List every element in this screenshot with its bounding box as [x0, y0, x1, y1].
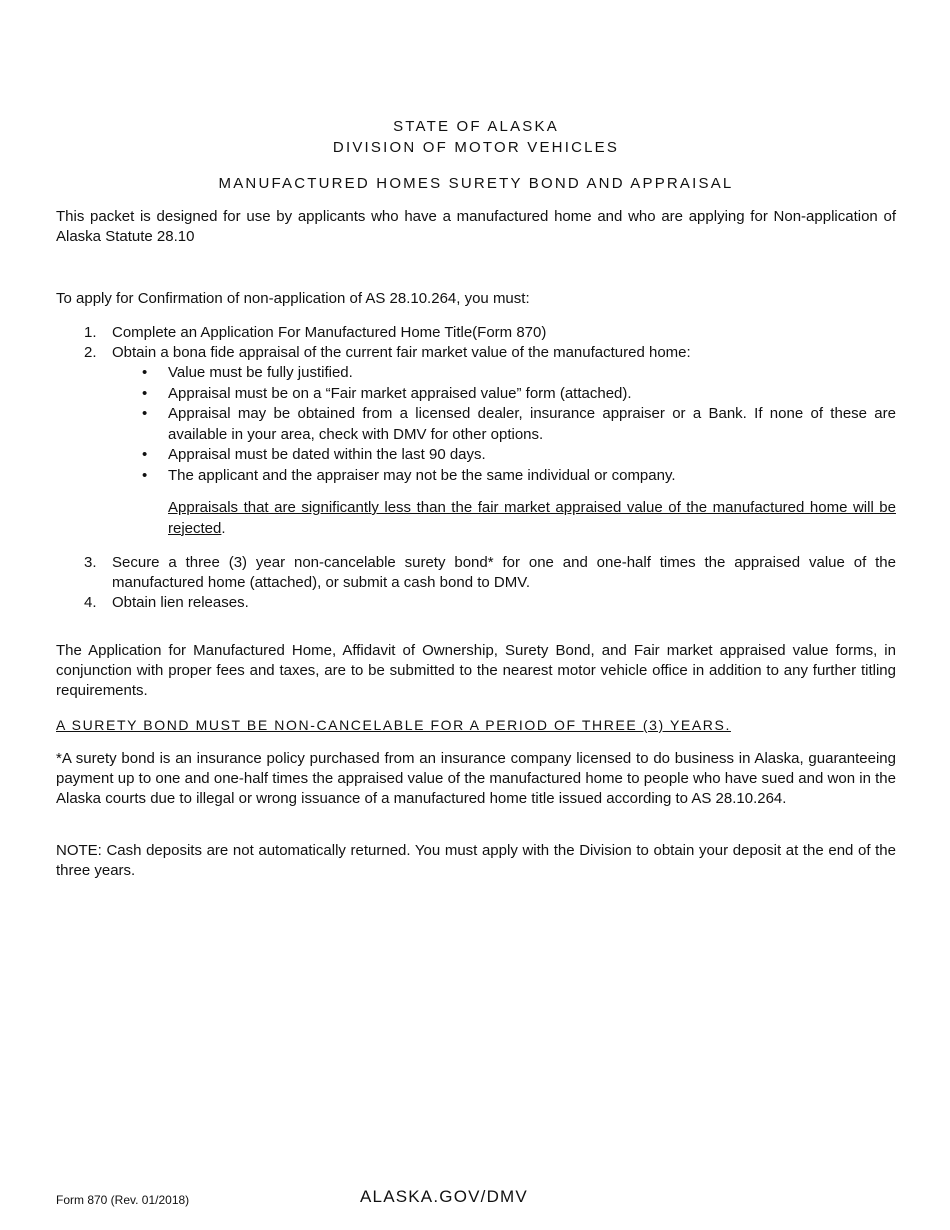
- appraisal-bullets: [56, 363, 896, 539]
- steps-list: [56, 323, 896, 613]
- step-number: 2.: [84, 344, 97, 361]
- step-item: [56, 553, 896, 593]
- bullet-icon: •: [142, 466, 148, 484]
- step-number: 1.: [84, 324, 97, 341]
- bond-definition: *A surety bond is an insurance policy purchased from an insurance company licensed to do business in Alaska, guaranteeing payment up to one and one-half times the appraised value of the manufactured home to people who have sued and won in the Alaska courts due to illegal or wrong issuance of a manufactured home title issued according to AS 28.10.264.: [56, 750, 896, 807]
- step-text: Obtain a bona fide appraisal of the current fair market value of the manufactured home:: [112, 344, 691, 361]
- header-state: STATE OF ALASKA: [393, 118, 559, 135]
- bullet-item: • Appraisal must be dated within the last 90 days.: [56, 445, 896, 466]
- step-item: [56, 323, 896, 343]
- apply-lead: To apply for Confirmation of non-application of AS 28.10.264, you must:: [56, 290, 530, 307]
- bullet-item: • Appraisal may be obtained from a licensed dealer, insurance appraiser or a Bank. If none of these are available in your area, check with DMV for other options.: [142, 405, 896, 443]
- rejected-note: Appraisals that are significantly less than the fair market appraised value of the manufactured home will be rejected.: [168, 499, 896, 537]
- form-number: Form 870 (Rev. 01/2018): [56, 1193, 190, 1207]
- step-text: Secure a three (3) year non-cancelable surety bond* for one and one-half times the appraised value of the manufactured home (attached), or submit a cash bond to DMV.: [112, 554, 896, 591]
- bullet-icon: •: [142, 446, 148, 463]
- bullet-icon: •: [142, 364, 148, 381]
- bullet-item: • The applicant and the appraiser may not be the same individual or company.: [56, 466, 896, 487]
- footer-url: ALASKA.GOV/DMV: [360, 1187, 528, 1206]
- bond-warning: A SURETY BOND MUST BE NON-CANCELABLE FOR A PERIOD OF THREE (3) YEARS.: [56, 717, 731, 733]
- step-item: [56, 343, 896, 363]
- document-title: MANUFACTURED HOMES SURETY BOND AND APPRAISAL: [218, 175, 734, 192]
- bullet-icon: •: [142, 384, 148, 402]
- header-division: DIVISION OF MOTOR VEHICLES: [332, 139, 620, 156]
- step-number: 3.: [84, 554, 97, 571]
- bullet-item: • Value must be fully justified.: [56, 363, 896, 384]
- bullet-item: • Appraisal must be on a “Fair market appraised value” form (attached).: [56, 384, 896, 405]
- submission-paragraph: The Application for Manufactured Home, Affidavit of Ownership, Surety Bond, and Fair market appraised value forms, in conjunction with proper fees and taxes, are to be submitted to the nearest motor vehicle office in addition to any further titling requirements.: [56, 642, 896, 699]
- step-item: [56, 593, 896, 613]
- intro-paragraph: This packet is designed for use by applicants who have a manufactured home and who are applying for Non-application of Alaska Statute 28.10: [56, 208, 896, 245]
- step-text: Obtain lien releases.: [112, 594, 249, 611]
- step-number: 4.: [84, 594, 97, 611]
- cash-deposit-note: NOTE: Cash deposits are not automatically returned. You must apply with the Division to obtain your deposit at the end of the three years.: [56, 842, 896, 879]
- step-text: Complete an Application For Manufactured Home Title(Form 870): [112, 324, 547, 341]
- bullet-icon: •: [142, 405, 148, 422]
